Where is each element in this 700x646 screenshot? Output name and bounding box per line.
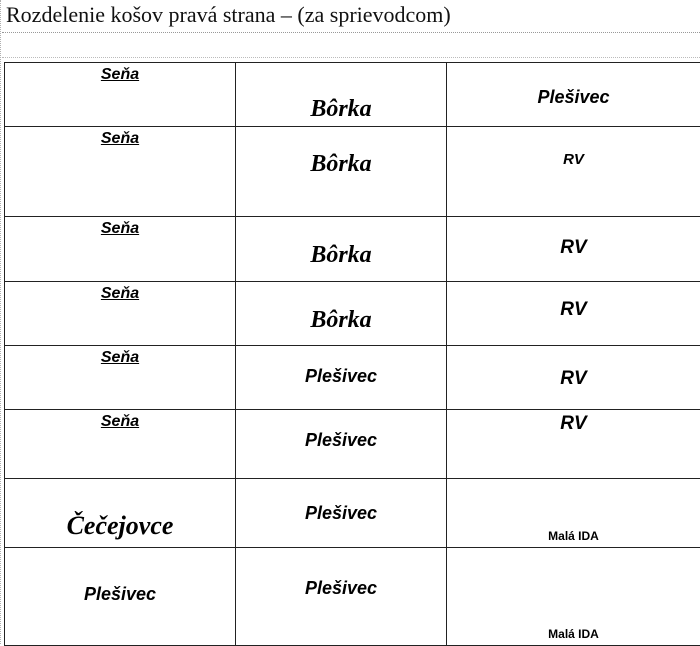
table-cell [447, 548, 700, 646]
cell-text: Seňa [5, 66, 235, 84]
cell-text: Seňa [5, 413, 235, 431]
cell-text: RV [447, 299, 700, 321]
table-cell [5, 63, 236, 127]
cell-text: Plešivec [236, 503, 446, 524]
empty-paragraph-rule [2, 57, 700, 58]
table-row [5, 479, 700, 548]
table-cell [5, 479, 236, 548]
cell-text: Plešivec [236, 430, 446, 451]
cell-text: RV [447, 413, 700, 435]
table-cell [447, 127, 700, 217]
cell-text: RV [447, 237, 700, 259]
table-cell [236, 63, 447, 127]
document-title: Rozdelenie košov pravá strana – (za sprievodcom) [6, 2, 451, 28]
cell-text: Seňa [5, 349, 235, 367]
table-row [5, 346, 700, 410]
table-cell [236, 346, 447, 410]
cell-text: Čečejovce [5, 511, 235, 541]
table-row [5, 410, 700, 479]
table-cell [5, 282, 236, 346]
cell-text: Bôrka [236, 96, 446, 123]
table-cell [447, 410, 700, 479]
table-cell [236, 282, 447, 346]
cell-text: Bôrka [236, 242, 446, 269]
table-cell [5, 346, 236, 410]
table-row [5, 127, 700, 217]
cell-text: Seňa [5, 130, 235, 148]
basket-distribution-table [4, 62, 700, 646]
cell-text: Seňa [5, 285, 235, 303]
table-cell [447, 63, 700, 127]
table-cell [447, 217, 700, 282]
cell-text: Bôrka [236, 151, 446, 178]
table-cell [5, 548, 236, 646]
cell-text: Malá IDA [447, 529, 700, 543]
cell-text: Bôrka [236, 307, 446, 334]
table-cell [5, 127, 236, 217]
table-row [5, 63, 700, 127]
cell-text: Plešivec [447, 87, 700, 108]
table-cell [5, 217, 236, 282]
cell-text: Plešivec [236, 578, 446, 599]
table-row [5, 217, 700, 282]
table-row [5, 548, 700, 646]
cell-text: RV [447, 151, 700, 168]
cell-text: RV [447, 368, 700, 390]
cell-text: Plešivec [5, 584, 235, 605]
cell-text: Seňa [5, 220, 235, 238]
table-cell [236, 548, 447, 646]
title-underline-rule [2, 32, 700, 33]
cell-text: Plešivec [236, 366, 446, 387]
table-cell [447, 346, 700, 410]
table-cell [236, 217, 447, 282]
table-cell [236, 410, 447, 479]
table-cell [447, 479, 700, 548]
table-cell [5, 410, 236, 479]
table-cell [447, 282, 700, 346]
table-row [5, 282, 700, 346]
table-cell [236, 479, 447, 548]
table-cell [236, 127, 447, 217]
cell-text: Malá IDA [447, 627, 700, 641]
